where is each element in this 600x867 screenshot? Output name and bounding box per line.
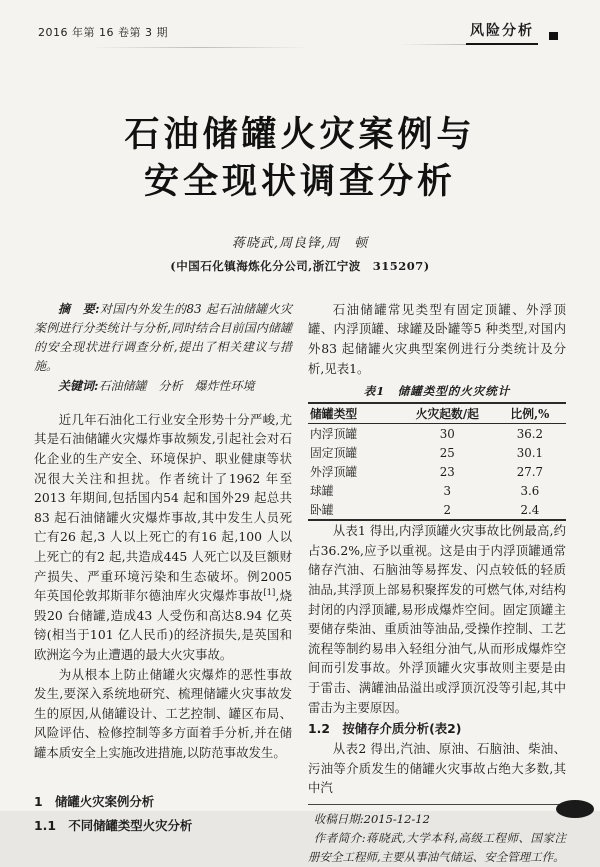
table-caption: 表1 储罐类型的火灾统计 [363,384,511,399]
table-cell: 36.2 [516,426,544,441]
page-header [38,20,566,50]
footnote-block [308,804,566,867]
table-header-cell: 储罐类型 [308,403,401,424]
paragraph-medium-analysis: 从表2 得出,汽油、原油、石脑油、柴油、污油等介质发生的储罐火灾事故占绝大多数,其中汽 [308,741,566,796]
table-cell: 卧罐 [310,502,334,517]
author-bio: 作者简介:蒋晓武,大学本科,高级工程师、国家注册安全工程师,主要从事油气储运、安全管理工作。 [308,830,566,864]
affiliation-line: (中国石化镇海炼化分公司,浙江宁波 315207) [170,258,430,273]
section-heading-1: 1 储罐火灾案例分析 [34,794,155,810]
table-cell: 2.4 [520,502,540,517]
section-heading-1-1: 1.1 不同储罐类型火灾分析 [34,818,193,834]
two-column-body [0,300,600,867]
journal-issue: 2016 年第 16 卷第 3 期 [38,26,168,39]
article-title-line2: 安全现状调查分析 [143,161,456,202]
table-cell: 30.1 [516,445,544,460]
table-header-cell: 比例,% [494,403,566,424]
table-cell: 25 [439,445,455,460]
paragraph-text: 近几年石油化工行业安全形势十分严峻,尤其是石油储罐火灾爆炸事故频发,引起社会对石化企业的生产安全、环境保护、职业健康等状况很大关注和担扰。作者统计了1962 年至2013 年期间,包括国内54 起和国外29 起总共83 起石油储罐火灾爆炸事故,其中发生人员死亡有26 起,3 人以上死亡的有16 起,100 人以上死亡的有2 起,共造成445 人死亡以及巨额财产损失、严重环境污染和生态破坏。例2005 年英国伦敦邦斯菲尔德油库火灾爆炸事故 [34,411,292,604]
corner-square-marker [549,32,558,40]
paragraph-text: ,烧毁20 台储罐,造成43 人受伤和高达8.94 亿英镑(相当于101 亿人民币)的经济损失,是英国和欧洲迄今为止遭遇的最大火灾事故。 [34,588,292,662]
paragraph-purpose: 为从根本上防止储罐火灾爆炸的恶性事故发生,要深入系统地研究、梳理储罐火灾事故发生的原因,从储罐设计、工艺控制、罐区布局、风险评估、检修控制等多方面着手分析,并在储罐本质安全上实施改进措施,以防范事故发生。 [34,666,292,760]
scan-artifact-line [400,44,530,45]
received-date: 收稿日期:2015-12-12 [313,811,430,826]
citation-ref: [1] [263,588,276,598]
paragraph-tank-types: 石油储罐常见类型有固定顶罐、外浮顶罐、内浮顶罐、球罐及卧罐等5 种类型,对国内外83 起储罐火灾典型案例进行分类统计及分析,见表1。 [308,301,566,376]
table-cell: 外浮顶罐 [310,464,358,479]
table-cell: 27.7 [516,464,544,479]
paragraph-table1-analysis: 从表1 得出,内浮顶罐火灾事故比例最高,约占36.2%,应予以重视。这是由于内浮顶罐通常储存汽油、石脑油等易挥发、闪点较低的轻质油品,其浮顶上部易积聚挥发的可燃气体,对结构封闭的内浮顶罐,易形成爆炸空间。固定顶罐主要储存柴油、重质油等油品,受操作控制、工艺流程等制约易串入轻组分油气,从而形成爆炸空间而引发事故。外浮顶罐火灾事故则主要是由于雷击、满罐油品溢出或浮顶沉没等引起,其中雷击为主要原因。 [308,523,566,715]
table-header-row [308,403,566,424]
article-title-line1: 石油储罐火灾案例与 [124,115,476,155]
table-cell: 3.6 [520,483,540,498]
table-cell: 30 [439,426,455,441]
abstract-label: 摘 要: [58,301,100,316]
paragraph-intro [34,410,292,665]
table-row [308,443,566,462]
page-corner-blot [556,800,594,818]
authors-line: 蒋晓武,周良锋,周 顿 [231,235,369,251]
keywords [34,377,292,396]
table-row [308,424,566,444]
keywords-text: 石油储罐 分析 爆炸性环境 [98,378,255,393]
table-row [308,462,566,481]
abstract [34,300,292,376]
table-cell: 2 [443,502,452,517]
table-cell: 球罐 [310,483,334,498]
left-column [34,300,292,867]
scan-artifact-line [90,47,310,48]
section-label: 风险分析 [466,20,538,45]
right-column [308,300,566,867]
table-row [308,481,566,500]
section-heading-1-2: 1.2 按储存介质分析(表2) [308,721,462,737]
table-cell: 内浮顶罐 [310,426,358,441]
table-cell: 23 [439,464,455,479]
table-row [308,500,566,520]
table-header-cell: 火灾起数/起 [401,403,494,424]
abstract-text: 对国内外发生的83 起石油储罐火灾案例进行分类统计与分析,同时结合目前国内储罐的安全现状进行调查分析,提出了相关建议与措施。 [34,301,292,373]
table-cell: 3 [443,483,452,498]
tank-fire-stats-table [308,402,566,521]
table-cell: 固定顶罐 [310,445,358,460]
keywords-label: 关键词: [58,378,99,393]
